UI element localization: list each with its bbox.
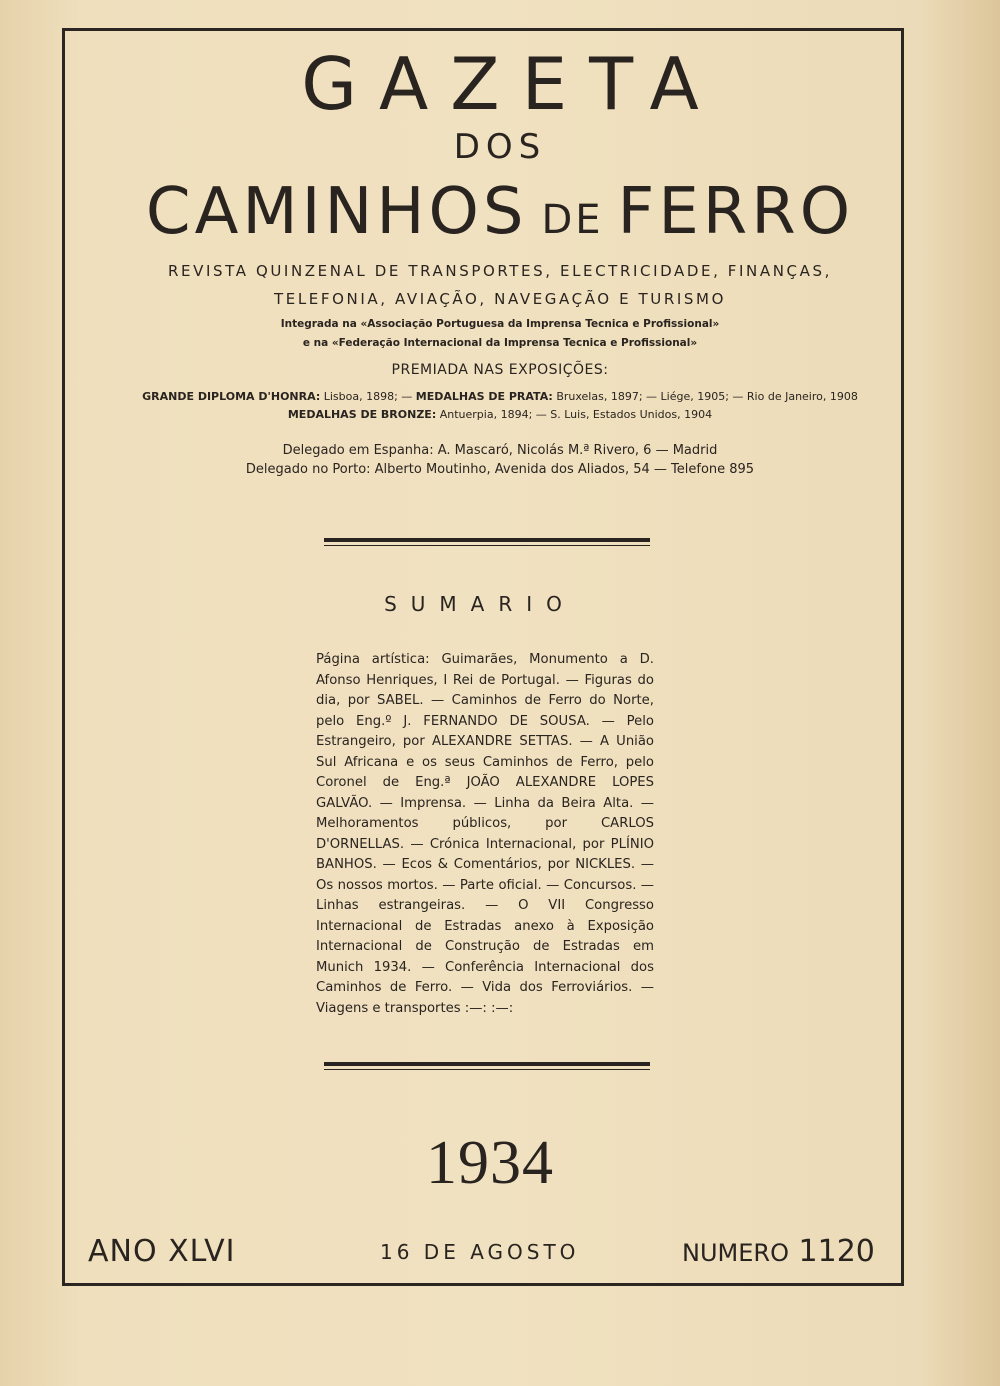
subtitle-line-1: REVISTA QUINZENAL DE TRANSPORTES, ELECTRICIDADE, FINANÇAS, [168,262,832,280]
bronze-label: MEDALHAS DE BRONZE: [287,408,437,421]
diploma-label: GRANDE DIPLOMA D'HONRA: [142,390,321,403]
subtitle-line-2: TELEFONIA, AVIAÇÃO, NAVEGAÇÃO E TURISMO [274,290,726,308]
prata-text: Bruxelas, 1897; — Liége, 1905; — Rio de Janeiro, 1908 [552,390,858,403]
title-word-ferro: FERRO [617,175,855,249]
title-word-de: DE [541,197,604,243]
bronze-text: Antuerpia, 1894; — S. Luis, Estados Unidos, 1904 [436,408,713,421]
sumario-heading: SUMARIO [384,592,576,616]
issue-ano: ANO XLVI [88,1234,236,1269]
issue-date: 16 DE AGOSTO [380,1240,580,1264]
masthead-title-gazeta: GAZETA [301,42,721,126]
premiada-heading: PREMIADA NAS EXPOSIÇÕES: [391,362,609,378]
delegado-porto: Delegado no Porto: Alberto Moutinho, Avenida dos Aliados, 54 — Telefone 895 [245,462,755,477]
masthead-title-caminhos-de-ferro [0,175,1000,249]
prata-label: MEDALHAS DE PRATA: [415,390,553,403]
numero-label: NUMERO [682,1239,789,1267]
awards-diploma-line [0,390,1000,403]
sumario-body: Página artística: Guimarães, Monumento a D. Afonso Henriques, I Rei de Portugal. — Figuras do dia, por SABEL. — Caminhos de Ferro do Norte, pelo Eng.º J. FERNANDO DE SOUSA. — Pelo Estrangeiro, por ALEXANDRE SETTAS. — A União Sul Africana e os seus Caminhos de Ferro, pelo Coronel de Eng.ª JOÃO ALEXANDRE LOPES GALVÃO. — Imprensa. — Linha da Beira Alta. — Melhoramentos públicos, por CARLOS D'ORNELLAS. — Crónica Internacional, por PLÍNIO BANHOS. — Ecos & Comentários, por NICKLES. — Os nossos mortos. — Parte oficial. — Concursos. — Linhas estrangeiras. — O VII Congresso Internacional de Estradas anexo à Exposição Internacional de Construção de Estradas em Munich 1934. — Conferência Internacional dos Caminhos de Ferro. — Vida dos Ferroviários. — Viagens e transportes :—: :—: [316,652,654,1016]
masthead-title-dos: DOS [453,127,547,167]
title-word-caminhos: CAMINHOS [145,175,528,249]
divider-bottom [324,1062,650,1066]
integrada-line-1: Integrada na «Associação Portuguesa da Imprensa Tecnica e Profissional» [280,318,720,330]
awards-bronze-line [0,408,1000,421]
issue-year: 1934 [426,1129,554,1197]
numero-value: 1120 [798,1234,875,1269]
issue-numero [682,1234,875,1269]
integrada-line-2: e na «Federação Internacional da Imprensa Tecnica e Profissional» [302,337,698,349]
delegado-espanha: Delegado em Espanha: A. Mascaró, Nicolás M.ª Rivero, 6 — Madrid [282,443,718,458]
divider-top [324,538,650,542]
diploma-text: Lisboa, 1898; — [320,390,416,403]
